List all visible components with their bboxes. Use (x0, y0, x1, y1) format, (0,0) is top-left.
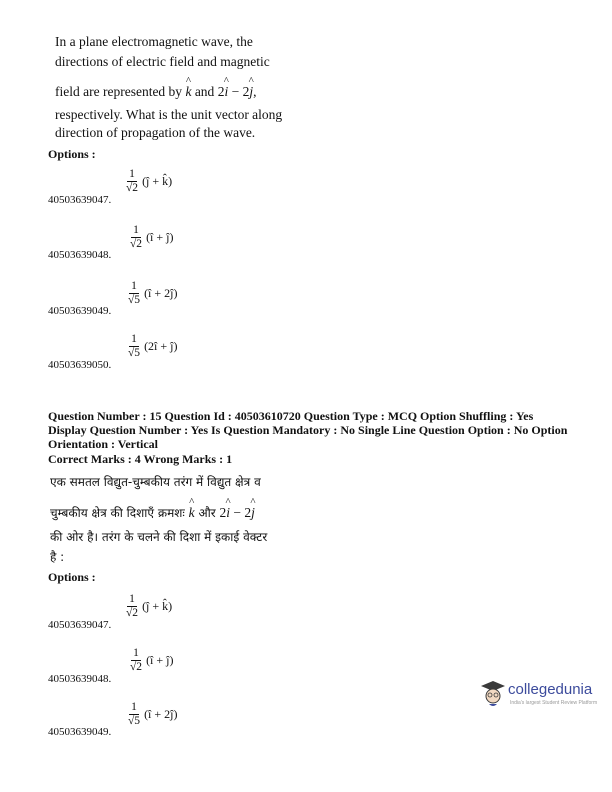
q14-line2: directions of electric field and magnetic (55, 54, 270, 69)
graduate-mascot-icon (480, 680, 506, 708)
option-formula: $\frac{1}{√5}$ (î + 2ĵ) (128, 701, 178, 727)
option-id: 40503639048. (48, 249, 112, 261)
option-id: 40503639049. (48, 305, 112, 317)
q14-line3: field are represented by ^ k and 2^ i − 2^ j, (55, 82, 256, 102)
q14-line1: In a plane electromagnetic wave, the (55, 34, 253, 49)
option-id: 40503639048. (48, 673, 112, 685)
q15-hindi-line3: की ओर है। तरंग के चलने की दिशा में इकाई वेक्टर (50, 530, 268, 544)
q15-options-label: Options : (48, 570, 96, 584)
q15-hindi-line4: है : (50, 550, 65, 564)
q14-options-label: Options : (48, 147, 96, 161)
q14-line5: direction of propagation of the wave. (55, 125, 256, 140)
option-formula: $\frac{1}{√2}$ (î + ĵ) (130, 647, 174, 673)
option-formula: $\frac{1}{√5}$ (2î + ĵ) (128, 333, 178, 359)
collegedunia-logo (480, 678, 598, 710)
q14-line4: respectively. What is the unit vector along (55, 107, 283, 122)
option-id: 40503639049. (48, 726, 112, 738)
option-id: 40503639047. (48, 194, 112, 206)
option-formula: $\frac{1}{√5}$ (î + 2ĵ) (128, 280, 178, 306)
option-id: 40503639050. (48, 359, 112, 371)
option-formula: $\frac{1}{√2}$ (ĵ + k̂) (126, 168, 173, 194)
q15-meta-line2: Display Question Number : Yes Is Question Mandatory : No Single Line Question Option : No Option (48, 423, 568, 437)
option-id: 40503639047. (48, 619, 112, 631)
logo-tagline: India's largest Student Review Platform (510, 700, 598, 706)
option-formula: $\frac{1}{√2}$ (î + ĵ) (130, 224, 174, 250)
q15-hindi-line2: चुम्बकीय क्षेत्र की दिशाएँ क्रमशः ^ k और 2^ i − 2^ j (50, 503, 255, 523)
option-formula: $\frac{1}{√2}$ (ĵ + k̂) (126, 593, 173, 619)
q15-meta-line3: Orientation : Vertical (48, 437, 158, 451)
q15-hindi-line1: एक समतल विद्युत-चुम्बकीय तरंग में विद्युत क्षेत्र व (50, 475, 261, 489)
q15-marks: Correct Marks : 4 Wrong Marks : 1 (48, 452, 233, 466)
logo-name: collegedunia (508, 681, 593, 698)
q15-meta-line1: Question Number : 15 Question Id : 40503610720 Question Type : MCQ Option Shuffling : Yes (48, 409, 534, 423)
